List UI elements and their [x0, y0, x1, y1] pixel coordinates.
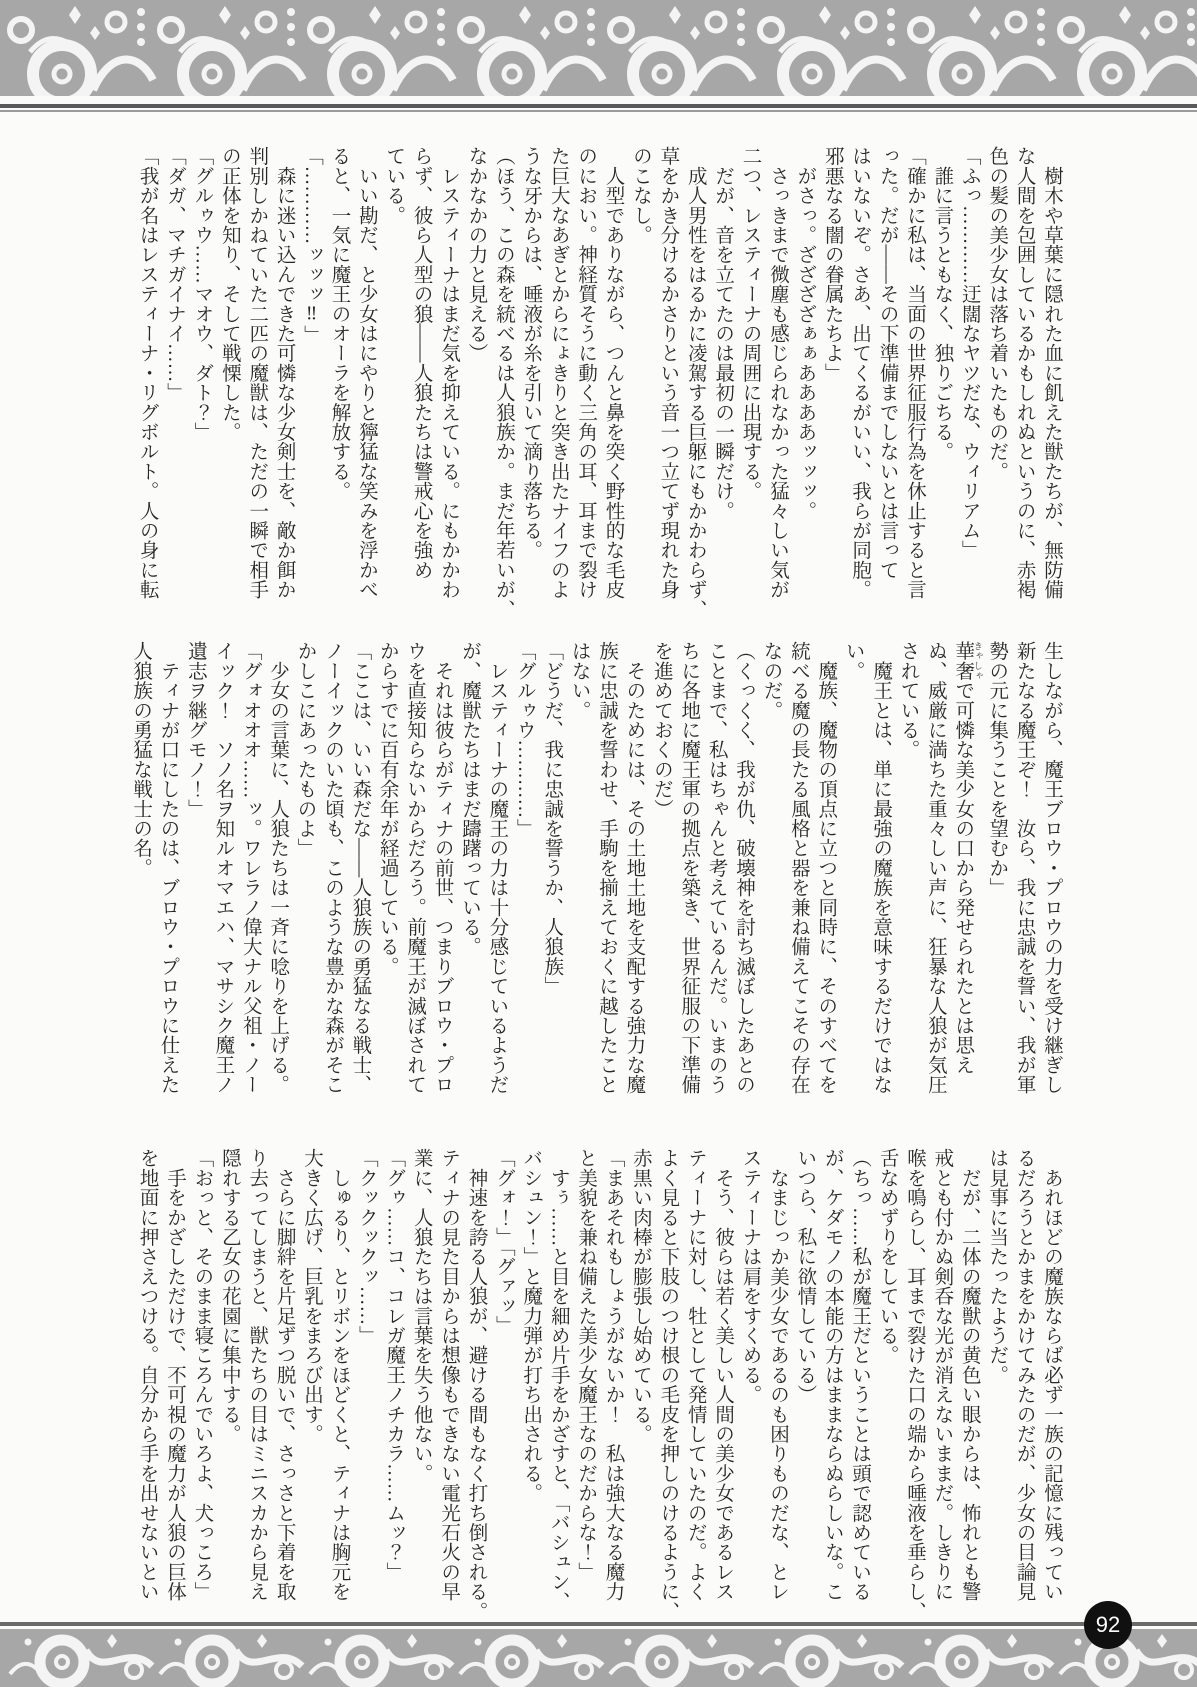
text-column: （くっくく、我が仇、破壊神を討ち滅ぼしたあとの — [733, 641, 755, 1095]
text-column: しゅるり、とリボンをほどくと、ティナは胸元を — [328, 1148, 350, 1602]
text-column: はいないぞ。さあ、出てくるがいい、我らが同胞。 — [849, 146, 871, 600]
text-column: それは彼らがティナの前世、つまりブロウ・プロ — [431, 641, 453, 1095]
text-column: あれほどの魔族ならば必ず一族の記憶に残ってい — [1041, 1148, 1062, 1602]
text-column: ティーナに対し、牡として発情していたのだ。よく — [684, 1148, 706, 1602]
text-column: を進めておくのだ） — [650, 641, 672, 819]
text-column: が、魔獣たちはまだ躊躇っている。 — [458, 641, 480, 957]
text-column: 森に迷い込んできた可憐な少女剣士を、敵か餌か — [273, 146, 295, 600]
text-column: り去ってしまうと、獣たちの目はミニスカから見え — [246, 1148, 268, 1602]
text-column: 生しながら、魔王ブロウ・プロウの力を受け継ぎし — [1041, 641, 1062, 1095]
text-column: 「我が名はレスティーナ・リグボルト。人の身に転 — [136, 146, 158, 600]
text-column: だが、音を立てたのは最初の一瞬だけ。 — [712, 146, 734, 521]
text-column: はない。 — [568, 641, 590, 720]
text-column: 「グゥ……コ、コレガ魔王ノチカラ……ムッ？」 — [383, 1148, 405, 1582]
text-column: 「グォ！」「グァッ」 — [492, 1148, 514, 1336]
text-column: かしこにあったものよ」 — [294, 641, 316, 858]
text-column: た巨大なあぎとからにょきりと突き出たナイフのよ — [547, 146, 569, 600]
text-column: （ほう、この森を統べるは人狼族か。まだ年若いが、 — [492, 146, 514, 619]
furigana-ruby: 華奢 きゃしゃ — [952, 641, 983, 681]
text-column: なのだ。 — [760, 641, 782, 720]
text-column: 誰に言うともなく、独りごちる。 — [931, 146, 953, 462]
text-column: 「ふっ…………迂闊なヤツだな、ウィリアム」 — [958, 146, 980, 560]
ornamental-border-bottom — [0, 1622, 1197, 1687]
text-column: そう、彼らは若く美しい人間の美少女であるレス — [712, 1148, 734, 1602]
text-column: 色の髪の美少女は落ち着いたものだ。 — [986, 146, 1008, 481]
text-column: さらに脚絆を片足ずつ脱いで、さっさと下着を取 — [273, 1148, 295, 1602]
text-column: だが、二体の魔獣の黄色い眼からは、怖れとも警 — [958, 1148, 980, 1602]
text-column: 魔王とは、単に最強の魔族を意味するだけではな — [870, 641, 892, 1095]
text-column: ちに各地に魔王軍の拠点を築き、世界征服の下準備 — [678, 641, 700, 1095]
text-column: 邪悪なる闇の眷属たちよ」 — [821, 146, 843, 383]
text-band-3 — [133, 1148, 1065, 1621]
text-column: バシュン！」と魔力弾が打ち出される。 — [520, 1148, 542, 1503]
text-column: されている。 — [897, 641, 919, 760]
text-column: 業に、人狼たちは言葉を失う他ない。 — [410, 1148, 432, 1483]
text-column: 魔族、魔物の頂点に立つと同時に、そのすべてを — [815, 641, 837, 1095]
text-column: 成人男性をはるかに凌駕する巨躯にもかかわらず、 — [684, 146, 706, 619]
text-column: い。 — [842, 641, 864, 681]
text-column: 草をかき分けるかさりという音一つ立てず現れた身 — [657, 146, 679, 600]
text-column: ティナの見た目からは想像もできない電光石火の早 — [438, 1148, 460, 1602]
text-column: 赤黒い肉棒が膨張し始めている。 — [629, 1148, 651, 1444]
text-column: な人間を包囲しているかもしれぬというのに、赤褐 — [1013, 146, 1035, 600]
text-column: 「確かに私は、当面の世界征服行為を休止すると言 — [903, 146, 925, 600]
text-column: 樹木や草葉に隠れた血に飢えた獣たちが、無防備 — [1041, 146, 1062, 600]
text-column: のこなし。 — [629, 146, 651, 245]
text-column: と美貌を兼ね備えた美少女魔王なのだからな！」 — [575, 1148, 597, 1582]
text-column: ると、一気に魔王のオーラを解放する。 — [328, 146, 350, 501]
text-column: 「どうだ、我に忠誠を誓うか、人狼族」 — [541, 641, 563, 996]
text-column: よく見ると下肢のつけ根の毛皮を押しのけるように、 — [657, 1148, 679, 1621]
text-column: 「グォオオオ……ッ。ワレラノ偉大ナル父祖・ノー — [239, 641, 261, 1095]
page-number-badge — [1084, 1601, 1132, 1649]
text-column: イック！ ソノ名ヲ知ルオマエハ、マサシク魔王ノ — [212, 641, 234, 1095]
text-column: ことまで、私はちゃんと考えているんだ。いまのう — [705, 641, 727, 1095]
text-column: 判別しかねていた二匹の魔獣は、ただの一瞬で相手 — [246, 146, 268, 600]
text-column: レスティーナはまだ気を抑えている。にもかかわ — [438, 146, 460, 600]
text-column: ノーイックのいた頃も、このような豊かな森がそこ — [321, 641, 343, 1095]
text-band-1 — [133, 146, 1065, 619]
text-column: 華奢 きゃしゃで可憐な美少女の口から発せられたとは思え — [952, 641, 983, 1075]
text-column: ぬ、威厳に満ちた重々しい声に、狂暴な人狼が気圧 — [924, 641, 946, 1095]
text-band-2 — [127, 641, 1065, 1097]
text-column: った。だが――その下準備までしないとは言って — [876, 146, 898, 580]
text-column: 「クックックッ……」 — [355, 1148, 377, 1345]
text-column: なかなかの力と見える） — [465, 146, 487, 363]
text-column: 族に忠誠を誓わせ、手駒を揃えておくに越したこと — [596, 641, 617, 1095]
text-column: 「おっと、そのまま寝ころんでいろよ、犬っころ」 — [191, 1148, 213, 1602]
text-column: 喉を鳴らし、耳まで裂けた口の端から唾液を垂らし、 — [903, 1148, 925, 1621]
text-column: 遺志ヲ継グモノ！」 — [184, 641, 206, 819]
page-number: 92 — [1095, 1612, 1121, 1637]
text-column: るだろうとかまをかけてみたのだが、少女の目論見 — [1013, 1148, 1035, 1602]
text-column: すぅ……と目を細め片手をかざすと、「バシュン、 — [547, 1148, 569, 1612]
text-column: 人狼族の勇猛な戦士の名。 — [130, 641, 152, 878]
text-column: ている。 — [383, 146, 405, 225]
text-column: 人型でありながら、つんと鼻を突く野性的な毛皮 — [602, 146, 624, 600]
text-column: のにおい。神経質そうに動く三角の耳、耳まで裂け — [575, 146, 597, 600]
text-column: （ちっ……私が魔王だということは頭で認めている — [849, 1148, 871, 1602]
text-column: 神速を誇る人狼が、避ける間もなく打ち倒される。 — [465, 1148, 487, 1621]
text-column: 「グルゥウ…………」 — [513, 641, 535, 838]
text-column: 大きく広げ、巨乳をまろび出す。 — [301, 1148, 323, 1444]
text-column: うな牙からは、唾液が糸を引いて滴り落ちる。 — [520, 146, 542, 560]
text-column: なまじっか美少女であるのも困りものだな、とレ — [766, 1148, 788, 1602]
text-column: 統べる魔の長たる風格と器を兼ね備えてこその存在 — [787, 641, 809, 1095]
text-column: ウを直接知らないからだろう。前魔王が滅ぼされて — [404, 641, 426, 1095]
text-column: が、ケダモノの本能の方はままならぬらしいな。こ — [821, 1148, 843, 1602]
text-column: 少女の言葉に、人狼たちは一斉に唸りを上げる。 — [267, 641, 289, 1095]
text-column: の正体を知り、そして戦慄した。 — [218, 146, 240, 442]
text-column: そのためには、その土地土地を支配する強力な魔 — [623, 641, 645, 1095]
text-column: 新たなる魔王ぞ！ 汝ら、我に忠誠を誓い、我が軍 — [1013, 641, 1035, 1095]
text-column: 「ダガ、マチガイナイ……」 — [164, 146, 185, 403]
text-column: スティーナは肩をすくめる。 — [739, 1148, 761, 1405]
text-column: 隠れする乙女の花園に集中する。 — [218, 1148, 240, 1444]
text-column: からすでに百有余年が経過している。 — [376, 641, 398, 976]
text-column: を地面に押さえつける。自分から手を出せないとい — [136, 1148, 158, 1602]
text-column: は見事に当たったようだ。 — [986, 1148, 1008, 1385]
text-column: 「グルゥウ……マオウ、ダト？」 — [191, 146, 213, 442]
text-column: レスティーナの魔王の力は十分感じているようだ — [486, 641, 508, 1095]
text-column: 戒とも付かぬ剣呑な光が消えないままだ。しきりに — [931, 1148, 953, 1602]
text-column: がさっ。ざざざざぁぁああああッッッ。 — [794, 146, 816, 521]
ornamental-border-top — [0, 0, 1197, 113]
text-column: いい勘だ、と少女はにやりと獰猛な笑みを浮かべ — [355, 146, 377, 600]
text-column: 二つ、レスティーナの周囲に出現する。 — [739, 146, 761, 501]
text-column: 「…………ッッッ‼」 — [301, 146, 323, 345]
text-column: 舌なめずりをしている。 — [876, 1148, 898, 1365]
text-column: いつら、私に欲情している） — [794, 1148, 816, 1405]
text-column: ティナが口にしたのは、ブロウ・プロウに仕えた — [157, 641, 179, 1095]
text-column: らず、彼ら人型の狼――人狼たちは警戒心を強め — [410, 146, 432, 580]
text-column: さっきまで微塵も感じられなかった猛々しい気が — [766, 146, 788, 600]
text-column: 勢の元に集うことを望むか」 — [986, 641, 1008, 898]
text-column: 「ここは、いい森だな――人狼族の勇猛なる戦士、 — [349, 641, 371, 1095]
text-column: 「まあそれもしょうがないか！ 私は強大なる魔力 — [602, 1148, 624, 1602]
text-column: 手をかざしただけで、不可視の魔力が人狼の巨体 — [164, 1148, 185, 1602]
